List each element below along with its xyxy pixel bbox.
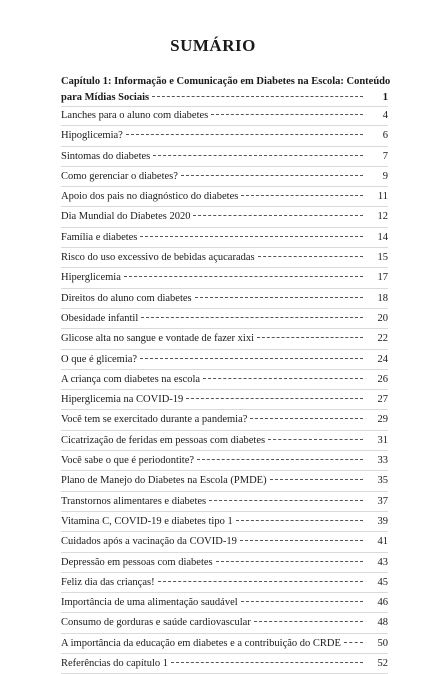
page-number: 20 [377, 312, 388, 324]
entry-label: A importância da educação em diabetes e a contribuição do CRDE [61, 637, 341, 649]
page-number: 1 [382, 92, 388, 103]
dot-leader [216, 561, 363, 562]
page-number: 12 [377, 211, 388, 223]
entry-label: Consumo de gorduras e saúde cardiovascular [61, 617, 251, 629]
entry-label: A criança com diabetes na escola [61, 373, 201, 385]
toc-entry[interactable] [61, 167, 388, 187]
page-number: 15 [377, 252, 388, 264]
toc-entry[interactable] [61, 350, 388, 370]
toc-entry[interactable] [61, 207, 388, 227]
entry-label: Importância de uma alimentação saudável [61, 597, 238, 609]
page-number: 7 [382, 150, 388, 162]
table-of-contents [61, 74, 391, 674]
entry-label: Hiperglicemia na COVID-19 [61, 394, 184, 406]
page-number: 35 [377, 475, 388, 487]
dot-leader [193, 215, 363, 216]
page-number: 46 [377, 597, 388, 609]
page-number: 14 [377, 231, 388, 243]
toc-entry[interactable] [61, 613, 388, 633]
dot-leader [258, 256, 363, 257]
dot-leader [240, 540, 363, 541]
chapter-heading[interactable] [61, 74, 391, 106]
toc-entry[interactable] [61, 553, 388, 573]
toc-entry[interactable] [61, 248, 388, 268]
toc-entry[interactable] [61, 309, 388, 329]
entry-label: Vitamina C, COVID-19 e diabetes tipo 1 [61, 515, 233, 527]
dot-leader [124, 276, 363, 277]
toc-entry[interactable] [61, 390, 388, 410]
page-number: 17 [377, 272, 388, 284]
entry-label: Hipoglicemia? [61, 130, 123, 142]
toc-entries [61, 106, 388, 674]
dot-leader [211, 114, 363, 115]
dot-leader [171, 662, 363, 663]
page-number: 18 [377, 292, 388, 304]
page-number: 6 [382, 130, 388, 142]
dot-leader [153, 155, 363, 156]
dot-leader [140, 236, 363, 237]
toc-entry[interactable] [61, 228, 388, 248]
dot-leader [268, 439, 363, 440]
toc-entry[interactable] [61, 451, 388, 471]
entry-label: O que é glicemia? [61, 353, 138, 365]
chapter-title-line2: para Mídias Sociais [61, 92, 150, 103]
entry-label: Obesidade infantil [61, 312, 139, 324]
page-number: 39 [377, 515, 388, 527]
dot-leader [140, 358, 363, 359]
page-number: 37 [377, 495, 388, 507]
dot-leader [152, 96, 363, 97]
entry-label: Apoio dos pais no diagnóstico do diabetes [61, 191, 239, 203]
toc-entry[interactable] [61, 187, 388, 207]
entry-label: Depressão em pessoas com diabetes [61, 556, 213, 568]
entry-label: Lanches para o aluno com diabetes [61, 110, 209, 121]
dot-leader [158, 581, 363, 582]
page-number: 33 [377, 455, 388, 467]
page-number: 24 [377, 353, 388, 365]
page-number: 27 [377, 394, 388, 406]
dot-leader [344, 642, 363, 643]
toc-entry[interactable] [61, 329, 388, 349]
dot-leader [186, 398, 363, 399]
entry-label: Família e diabetes [61, 231, 138, 243]
page-number: 31 [377, 434, 388, 446]
page-number: 48 [377, 617, 388, 629]
dot-leader [209, 500, 363, 501]
toc-entry[interactable] [61, 126, 388, 146]
entry-label: Sintomas do diabetes [61, 150, 151, 162]
entry-label: Risco do uso excessivo de bebidas açucaradas [61, 252, 255, 264]
entry-label: Direitos do aluno com diabetes [61, 292, 192, 304]
dot-leader [241, 601, 363, 602]
dot-leader [195, 297, 363, 298]
toc-entry[interactable] [61, 431, 388, 451]
page-number: 43 [377, 556, 388, 568]
toc-entry[interactable] [61, 532, 388, 552]
page-number: 22 [377, 333, 388, 345]
toc-entry[interactable] [61, 593, 388, 613]
dot-leader [126, 134, 363, 135]
page-number: 9 [382, 170, 388, 182]
chapter-title-line1: Capítulo 1: Informação e Comunicação em Diabetes na Escola: Conteúdo [61, 76, 391, 87]
entry-label: Feliz dia das crianças! [61, 576, 155, 588]
dot-leader [250, 418, 363, 419]
entry-label: Cicatrização de feridas em pessoas com diabetes [61, 434, 266, 446]
toc-entry[interactable] [61, 370, 388, 390]
toc-entry[interactable] [61, 410, 388, 430]
page-number: 26 [377, 373, 388, 385]
chapter-title-line2-row [61, 90, 388, 107]
dot-leader [270, 479, 363, 480]
dot-leader [203, 378, 363, 379]
page-number: 4 [382, 110, 388, 121]
entry-label: Plano de Manejo do Diabetes na Escola (PMDE) [61, 475, 267, 487]
toc-entry[interactable] [61, 512, 388, 532]
dot-leader [257, 337, 363, 338]
entry-label: Transtornos alimentares e diabetes [61, 495, 207, 507]
dot-leader [141, 317, 363, 318]
toc-entry[interactable] [61, 634, 388, 654]
page-number: 41 [377, 536, 388, 548]
page-number: 45 [377, 576, 388, 588]
dot-leader [236, 520, 363, 521]
toc-entry[interactable] [61, 573, 388, 593]
dot-leader [241, 195, 363, 196]
page-number: 29 [377, 414, 388, 426]
entry-label: Referências do capítulo 1 [61, 658, 168, 670]
entry-label: Hiperglicemia [61, 272, 121, 284]
page-title: SUMÁRIO [170, 36, 256, 55]
entry-label: Glicose alta no sangue e vontade de fazer xixi [61, 333, 255, 345]
toc-entry[interactable] [61, 147, 388, 167]
toc-entry[interactable] [61, 268, 388, 288]
toc-entry[interactable] [61, 289, 388, 309]
toc-entry[interactable] [61, 492, 388, 512]
entry-label: Como gerenciar o diabetes? [61, 170, 178, 182]
entry-label: Você sabe o que é periodontite? [61, 455, 195, 467]
page-number: 52 [377, 658, 388, 670]
toc-entry[interactable] [61, 471, 388, 491]
toc-entry[interactable] [61, 654, 388, 674]
dot-leader [197, 459, 363, 460]
dot-leader [254, 621, 363, 622]
dot-leader [181, 175, 363, 176]
page-number: 50 [377, 637, 388, 649]
page-number: 11 [377, 191, 388, 203]
entry-label: Cuidados após a vacinação da COVID-19 [61, 536, 237, 548]
toc-entry[interactable] [61, 106, 388, 126]
entry-label: Dia Mundial do Diabetes 2020 [61, 211, 191, 223]
entry-label: Você tem se exercitado durante a pandemia? [61, 414, 248, 426]
